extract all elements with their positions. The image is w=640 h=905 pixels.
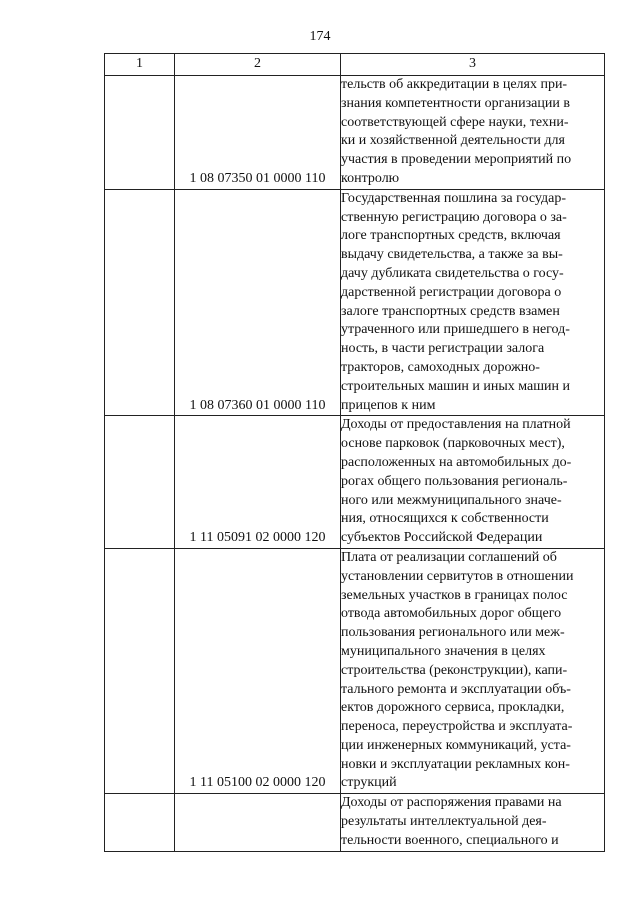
description-line: дарственной регистрации договора о [341, 284, 562, 300]
revenue-codes-table [104, 53, 605, 852]
description-line: тракторов, самоходных дорожно- [341, 359, 540, 375]
col1-cell [105, 548, 175, 793]
description-line: ки и хозяйственной деятельности для [341, 133, 565, 149]
revenue-code-cell: 1 11 05091 02 0000 120 [175, 416, 341, 549]
description-line: субъектов Российской Федерации [341, 530, 543, 546]
table-header-row [105, 54, 605, 76]
description-cell [341, 416, 605, 549]
page-number: 174 [309, 29, 331, 44]
col1-cell [105, 189, 175, 416]
description-line: основе парковок (парковочных мест), [341, 436, 565, 452]
description-line: дачу дубликата свидетельства о госу- [341, 265, 564, 281]
col1-cell [105, 76, 175, 190]
table-row [105, 548, 605, 793]
description-line: расположенных на автомобильных до- [341, 454, 572, 470]
header-col-1: 1 [105, 54, 175, 76]
description-line: тельности военного, специального и [341, 832, 559, 848]
description-line: прицепов к ним [341, 397, 436, 413]
description-line: новки и эксплуатации рекламных кон- [341, 756, 570, 772]
description-cell [341, 548, 605, 793]
description-line: установлении сервитутов в отношении [341, 568, 574, 584]
description-line: ния, относящихся к собственности [341, 511, 549, 527]
revenue-code-cell: 1 08 07360 01 0000 110 [175, 189, 341, 416]
table-row [105, 416, 605, 549]
description-line: соответствующей сфере науки, техни- [341, 114, 569, 130]
col1-cell [105, 416, 175, 549]
description-cell [341, 189, 605, 416]
description-line: тельств об аккредитации в целях при- [341, 77, 568, 92]
revenue-code-cell [175, 794, 341, 851]
description-line: строительства (реконструкции), капи- [341, 662, 568, 678]
description-line: логе транспортных средств, включая [341, 228, 561, 244]
header-col-3: 3 [341, 54, 605, 76]
description-line: участия в проведении мероприятий по [341, 152, 572, 168]
description-cell [341, 794, 605, 851]
description-line: ственную регистрацию договора о за- [341, 209, 567, 225]
description-line: муниципального значения в целях [341, 643, 546, 659]
description-line: Доходы от распоряжения правами на [341, 795, 562, 811]
col1-cell [105, 794, 175, 851]
description-line: ность, в части регистрации залога [341, 341, 545, 357]
description-line: результаты интеллектуальной дея- [341, 814, 547, 830]
revenue-code-cell: 1 11 05100 02 0000 120 [175, 548, 341, 793]
description-cell [341, 76, 605, 190]
description-line: контролю [341, 170, 400, 186]
table-row [105, 794, 605, 851]
description-line: земельных участков в границах полос [341, 587, 568, 603]
description-line: ции инженерных коммуникаций, уста- [341, 737, 571, 753]
description-line: Государственная пошлина за государ- [341, 190, 566, 206]
description-line: струкций [341, 775, 397, 791]
description-line: знания компетентности организации в [341, 95, 570, 111]
description-line: пользования регионального или меж- [341, 625, 565, 641]
description-line: ектов дорожного сервиса, прокладки, [341, 700, 565, 716]
description-line: переноса, переустройства и эксплуата- [341, 719, 573, 735]
description-line: рогах общего пользования региональ- [341, 473, 568, 489]
description-line: строительных машин и иных машин и [341, 378, 570, 394]
description-line: Доходы от предоставления на платной [341, 417, 571, 433]
description-line: выдачу свидетельства, а также за вы- [341, 247, 563, 263]
table-body [105, 76, 605, 852]
table-row [105, 76, 605, 190]
description-line: залоге транспортных средств взамен [341, 303, 560, 319]
description-line: ного или межмуниципального значе- [341, 492, 562, 508]
revenue-code-cell: 1 08 07350 01 0000 110 [175, 76, 341, 190]
header-col-2: 2 [175, 54, 341, 76]
description-line: отвода автомобильных дорог общего [341, 606, 562, 622]
description-line: тального ремонта и эксплуатации объ- [341, 681, 571, 697]
description-line: Плата от реализации соглашений об [341, 549, 557, 565]
table-row [105, 189, 605, 416]
description-line: утраченного или пришедшего в негод- [341, 322, 570, 338]
